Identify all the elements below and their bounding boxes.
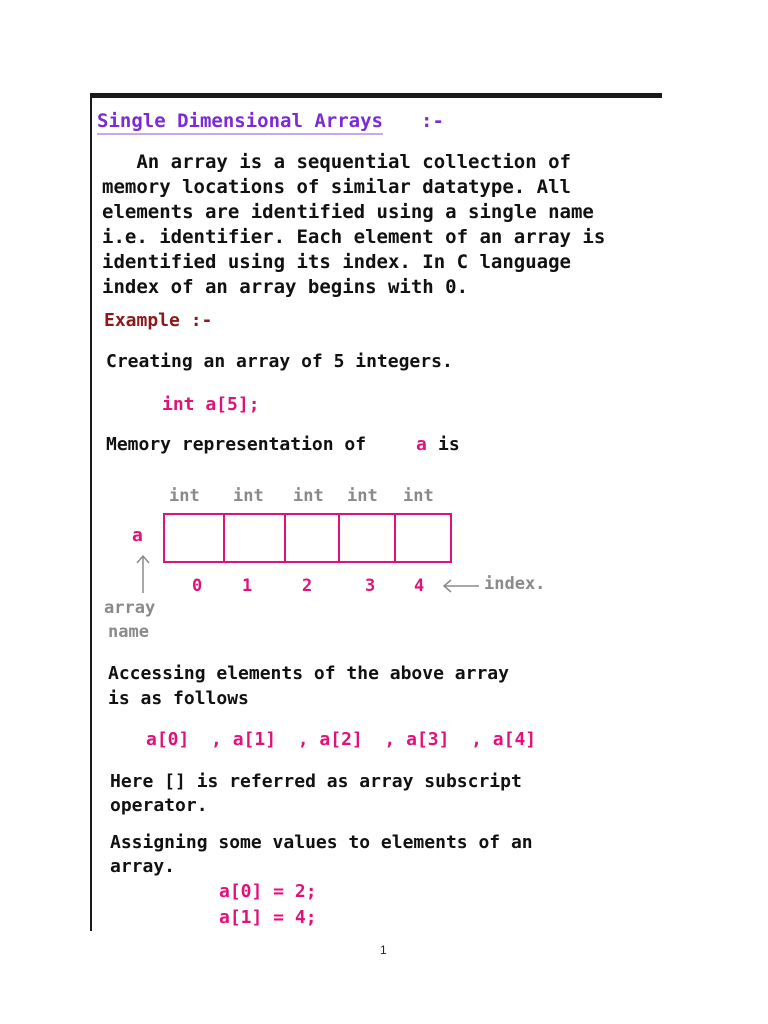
array-name-caption: array bbox=[104, 598, 156, 618]
intro-line: i.e. identifier. Each element of an array is bbox=[102, 226, 606, 248]
accessing-text: Accessing elements of the above array bbox=[108, 663, 509, 684]
array-cell bbox=[394, 513, 452, 563]
assigning-code: a[0] = 2; bbox=[219, 881, 317, 902]
left-arrow-icon bbox=[441, 578, 481, 594]
cell-type-label: int bbox=[293, 486, 324, 506]
assigning-code: a[1] = 4; bbox=[219, 907, 317, 928]
array-name-caption: name bbox=[108, 622, 149, 642]
array-cell bbox=[284, 513, 340, 563]
cell-type-label: int bbox=[169, 486, 200, 506]
array-cells bbox=[163, 513, 452, 563]
cell-type-label: int bbox=[233, 486, 264, 506]
index-label: 1 bbox=[242, 576, 253, 596]
cell-type-label: int bbox=[403, 486, 434, 506]
cell-type-label: int bbox=[347, 486, 378, 506]
accessing-code: a[0] , a[1] , a[2] , a[3] , a[4] bbox=[146, 729, 537, 750]
memory-text: Memory representation of bbox=[106, 434, 367, 455]
index-caption: index. bbox=[484, 574, 546, 594]
intro-line: index of an array begins with 0. bbox=[102, 276, 469, 298]
intro-line: An array is a sequential collection of bbox=[102, 151, 571, 173]
example-label: Example :- bbox=[104, 310, 213, 331]
create-array-text: Creating an array of 5 integers. bbox=[106, 351, 453, 372]
intro-line: memory locations of similar datatype. All bbox=[102, 176, 571, 198]
array-cell bbox=[163, 513, 225, 563]
array-variable-label: a bbox=[132, 525, 143, 546]
intro-line: elements are identified using a single name bbox=[102, 201, 594, 223]
index-label: 4 bbox=[414, 576, 425, 596]
intro-line: identified using its index. In C language bbox=[102, 251, 571, 273]
page-number: 1 bbox=[380, 943, 387, 957]
section-title: Single Dimensional Arrays bbox=[97, 110, 383, 135]
accessing-text: is as follows bbox=[108, 688, 249, 709]
memory-variable: a bbox=[416, 434, 427, 455]
subscript-text: Here [] is referred as array subscript bbox=[110, 771, 522, 792]
array-cell bbox=[338, 513, 396, 563]
memory-text-suffix: is bbox=[438, 434, 460, 455]
assigning-text: Assigning some values to elements of an bbox=[110, 832, 533, 853]
section-title-suffix: :- bbox=[421, 110, 444, 132]
array-cell bbox=[223, 513, 286, 563]
index-label: 3 bbox=[365, 576, 376, 596]
assigning-text: array. bbox=[110, 856, 176, 877]
code-declaration: int a[5]; bbox=[162, 394, 260, 415]
index-label: 0 bbox=[192, 576, 203, 596]
up-arrow-icon bbox=[135, 553, 151, 595]
index-label: 2 bbox=[302, 576, 313, 596]
subscript-text: operator. bbox=[110, 795, 208, 816]
